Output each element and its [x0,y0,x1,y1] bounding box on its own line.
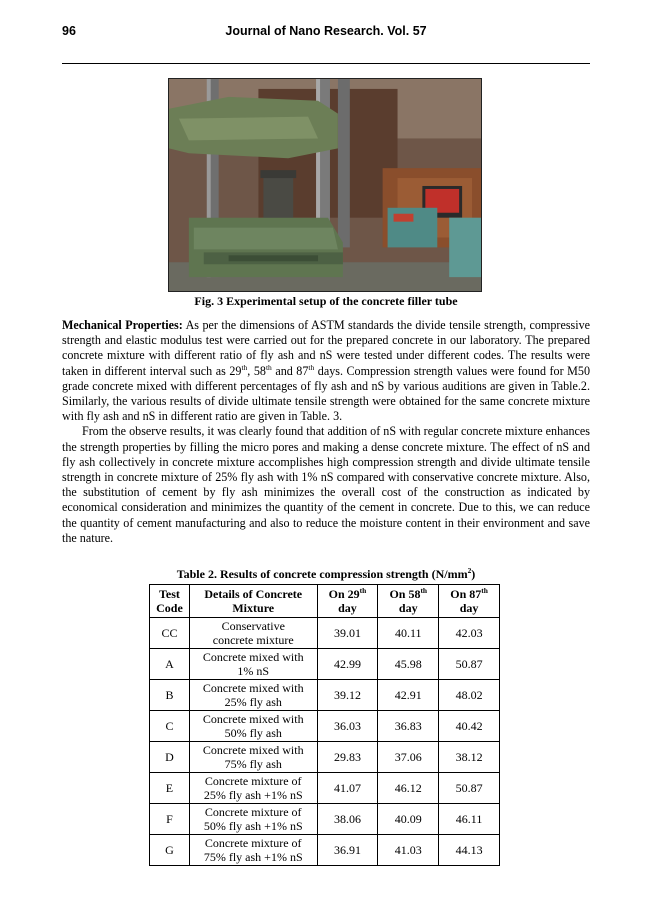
header-test-code: Test Code [150,585,190,618]
cell-day-58: 37.06 [378,742,439,773]
cell-day-58: 41.03 [378,835,439,866]
header-day-87: On 87th day [439,585,500,618]
cell-code: G [150,835,190,866]
cell-day-58: 40.11 [378,618,439,649]
cell-details: Concrete mixed with 75% fly ash [189,742,317,773]
header-rule [62,63,590,64]
cell-code: CC [150,618,190,649]
table-header-row [150,585,500,618]
table-title: Table 2. Results of concrete compression strength $(N/mm^2)$ [176,566,476,581]
cell-details: Conservative concrete mixture [189,618,317,649]
cell-details: Concrete mixture of 25% fly ash +1% nS [189,773,317,804]
table-row [150,649,500,680]
cell-day-29: 36.03 [317,711,378,742]
paragraph-mechanical-properties: Mechanical Properties: As per the dimensions of ASTM standards the divide tensile strength, compressive strength and elastic modulus test were carried out for the prepared concrete in our laboratory. The prepared concrete mixture with different ratio of fly ash and nS were tested under different codes. The results were taken in different interval such as 29th, 58th and 87th days. Compression strength values were found for M50 grade concrete mixed with different percentages of fly ash and nS by various auditions are given in Table.2. Similarly, the various results of divide ultimate tensile strength were obtained for the same concrete mixture with fly ash and nS in different ratio are given in Table. 3. [62,318,591,424]
compression-strength-table [149,584,500,866]
cell-day-87: 48.02 [439,680,500,711]
figure-caption: Fig. 3 Experimental setup of the concrete filler tube [194,294,458,308]
cell-details: Concrete mixed with 50% fly ash [189,711,317,742]
header-day-58: On 58th day [378,585,439,618]
cell-day-29: 41.07 [317,773,378,804]
table-row [150,618,500,649]
section-lead-heading: Mechanical Properties: [62,318,183,332]
cell-day-58: 42.91 [378,680,439,711]
cell-day-87: 44.13 [439,835,500,866]
cell-day-87: 40.42 [439,711,500,742]
journal-title: Journal of Nano Research. Vol. 57 [225,24,427,38]
table-row [150,773,500,804]
cell-day-29: 38.06 [317,804,378,835]
cell-day-29: 39.01 [317,618,378,649]
cell-day-87: 46.11 [439,804,500,835]
table-row [150,742,500,773]
cell-details: Concrete mixed with 25% fly ash [189,680,317,711]
cell-day-87: 42.03 [439,618,500,649]
table-row [150,804,500,835]
table-row [150,711,500,742]
cell-code: F [150,804,190,835]
table-row [150,835,500,866]
body-text [62,318,590,546]
cell-code: C [150,711,190,742]
cell-code: B [150,680,190,711]
cell-day-29: 39.12 [317,680,378,711]
paragraph-observations: From the observe results, it was clearly found that addition of nS with regular concrete mixture enhances the strength properties by filling the micro pores and making a dense concrete mixture. The effect of nS and fly ash collectively in concrete mixture accomplishes high compression strength and divide ultimate tensile strength in concrete mixture of 25% fly ash with 1% nS compared with conservative concrete mixture. Also, the substitution of cement by fly ash minimizes the overall cost of the construction as indicated by economical consideration and minimizes the quantity of the cement in concrete. Due to this, we can reduce the quantity of cement manufacturing and also to reduce the moisture content in their environment and save the nature. [62,424,590,545]
cell-day-58: 45.98 [378,649,439,680]
cell-code: A [150,649,190,680]
cell-day-29: 42.99 [317,649,378,680]
cell-day-87: 50.87 [439,649,500,680]
cell-code: E [150,773,190,804]
cell-day-87: 38.12 [439,742,500,773]
cell-details: Concrete mixed with 1% nS [189,649,317,680]
cell-day-58: 36.83 [378,711,439,742]
page-number: 96 [62,24,76,38]
cell-day-58: 46.12 [378,773,439,804]
header-details: Details of Concrete Mixture [189,585,317,618]
table-row [150,680,500,711]
cell-code: D [150,742,190,773]
running-header [62,24,590,42]
header-day-29: On 29th day [317,585,378,618]
cell-day-58: 40.09 [378,804,439,835]
compression-testing-machine-photo [169,79,481,291]
cell-details: Concrete mixture of 75% fly ash +1% nS [189,835,317,866]
cell-details: Concrete mixture of 50% fly ash +1% nS [189,804,317,835]
cell-day-29: 36.91 [317,835,378,866]
cell-day-29: 29.83 [317,742,378,773]
cell-day-87: 50.87 [439,773,500,804]
figure-photo [168,78,482,292]
